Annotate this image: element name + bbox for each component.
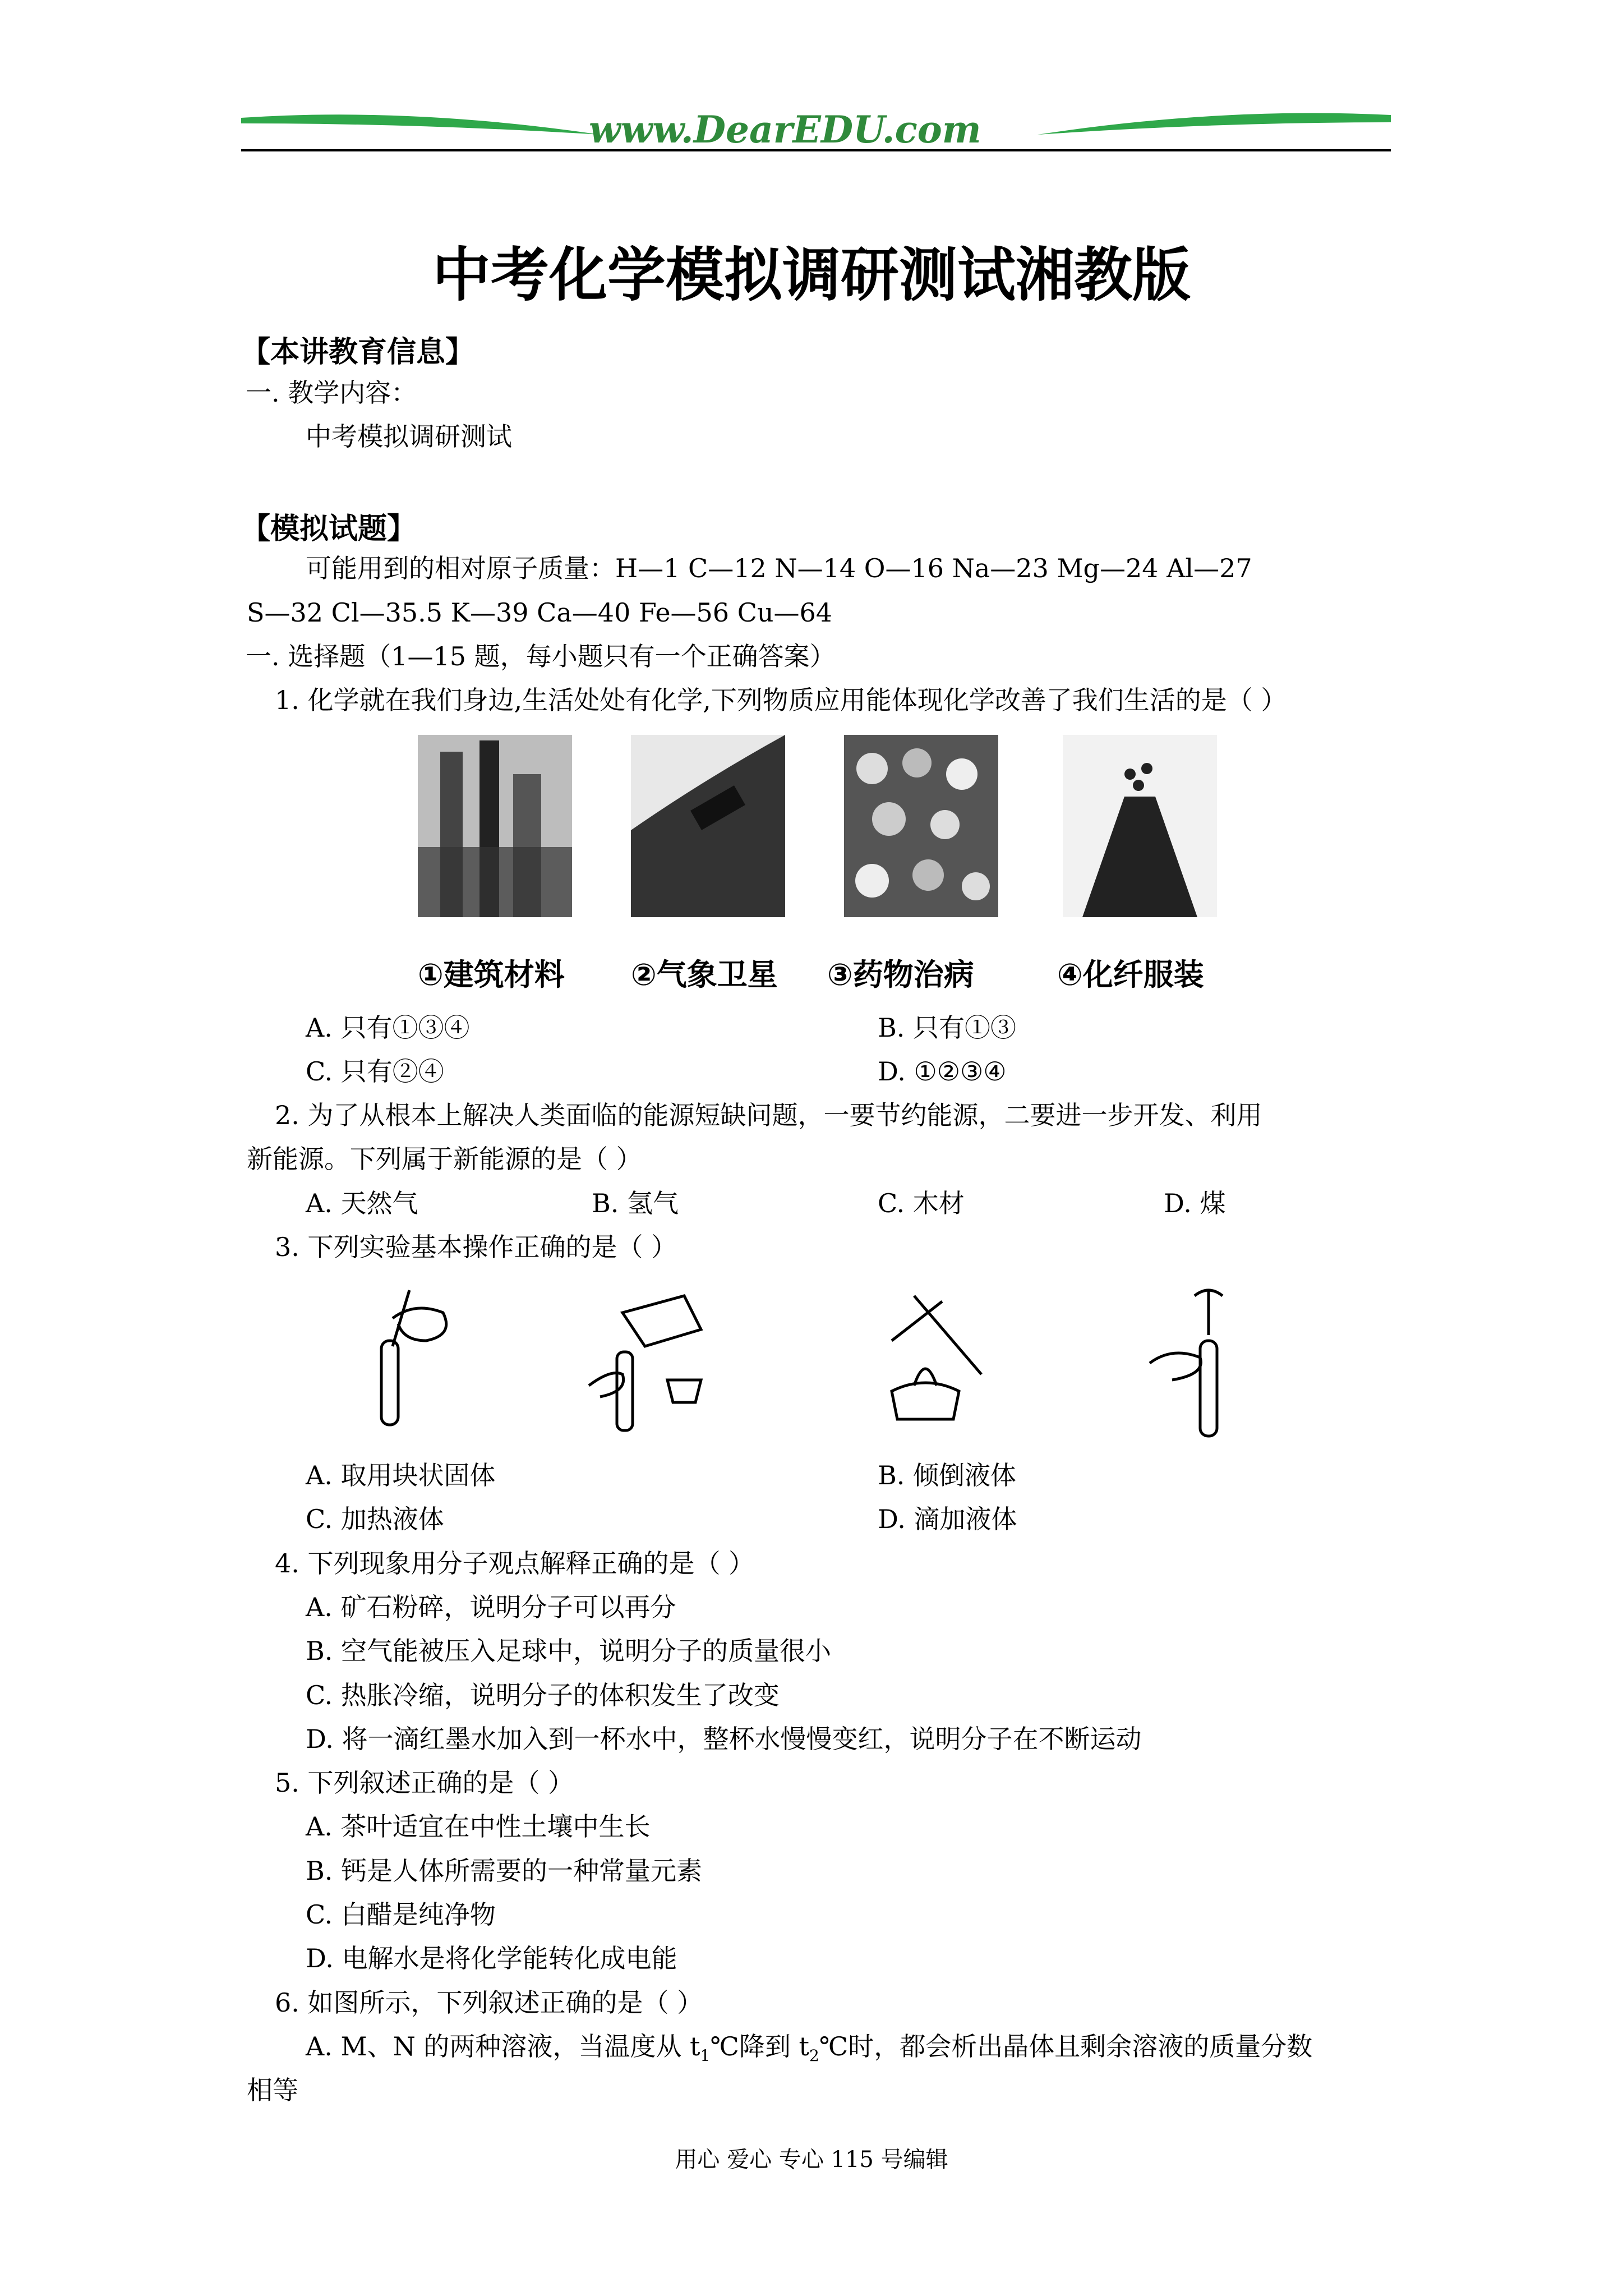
q4-option-c: C. 热胀冷缩，说明分子的体积发生了改变 <box>306 1680 780 1710</box>
mc-heading: 一. 选择题（1—15 题，每小题只有一个正确答案） <box>246 641 836 671</box>
building-image <box>418 735 572 917</box>
q1-caption-2: ②气象卫星 <box>631 957 778 992</box>
q6-stem: 6. 如图所示，下列叙述正确的是（ ） <box>275 1987 703 2018</box>
q3-image-row <box>359 1279 1279 1447</box>
page-footer: 用心 爱心 专心 115 号编辑 <box>675 2147 948 2173</box>
q1-stem: 1. 化学就在我们身边,生活处处有化学,下列物质应用能体现化学改善了我们生活的是（ ） <box>275 685 1287 715</box>
q1-caption-4: ④化纤服装 <box>1057 957 1204 992</box>
site-logo-text: www.DearEDU.com <box>589 108 981 151</box>
q4-option-a: A. 矿石粉碎，说明分子可以再分 <box>306 1592 676 1622</box>
q5-option-c: C. 白醋是纯净物 <box>306 1899 496 1930</box>
q1-option-b: B. 只有①③ <box>878 1013 1017 1043</box>
satellite-image <box>631 735 785 917</box>
atomic-mass-line-2: S—32 Cl—35.5 K—39 Ca—40 Fe—56 Cu—64 <box>247 597 833 628</box>
medicine-image <box>844 735 998 917</box>
q6-option-a-part-2: ℃降到 t <box>710 2031 809 2062</box>
q3-option-b: B. 倾倒液体 <box>878 1460 1017 1490</box>
q2-stem-line-1: 2. 为了从根本上解决人类面临的能源短缺问题，一要节约能源，二要进一步开发、利用 <box>275 1100 1262 1130</box>
q6-option-a-line-2: 相等 <box>247 2075 298 2105</box>
header-banner <box>241 84 1391 168</box>
content-line: 一. 教学内容： <box>246 378 417 408</box>
exam-heading: 【模拟试题】 <box>241 512 417 546</box>
atomic-mass-line-1: 可能用到的相对原子质量：H—1 C—12 N—14 O—16 Na—23 Mg—24 Al—27 <box>306 553 1252 583</box>
solid-tube-diagram <box>381 1290 446 1425</box>
drop-liquid-diagram <box>1150 1290 1223 1436</box>
q6-subscript-1: 1 <box>700 2046 711 2065</box>
q2-stem-line-2: 新能源。下列属于新能源的是（ ） <box>247 1144 642 1174</box>
page-title: 中考化学模拟调研测试湘教版 <box>432 240 1191 309</box>
q2-option-c: C. 木材 <box>878 1188 965 1218</box>
q6-option-a-part-1: A. M、N 的两种溶液，当温度从 t <box>306 2031 700 2062</box>
q1-caption-1: ①建筑材料 <box>418 957 565 992</box>
q4-option-d: D. 将一滴红墨水加入到一杯水中，整杯水慢慢变红，说明分子在不断运动 <box>306 1724 1142 1754</box>
q1-image-row <box>418 735 1225 926</box>
q5-stem: 5. 下列叙述正确的是（ ） <box>275 1768 574 1798</box>
q3-option-a: A. 取用块状固体 <box>306 1460 496 1490</box>
q1-option-a: A. 只有①③④ <box>306 1013 470 1043</box>
q6-subscript-2: 2 <box>809 2046 819 2065</box>
q2-option-b: B. 氢气 <box>592 1188 679 1218</box>
content-value: 中考模拟调研测试 <box>306 421 512 452</box>
q3-stem: 3. 下列实验基本操作正确的是（ ） <box>275 1232 677 1262</box>
clothing-image <box>1063 735 1217 917</box>
q3-option-c: C. 加热液体 <box>306 1504 444 1534</box>
q6-option-a-part-3: ℃时，都会析出晶体且剩余溶液的质量分数 <box>819 2031 1313 2062</box>
q5-option-d: D. 电解水是将化学能转化成电能 <box>306 1943 677 1973</box>
q4-stem: 4. 下列现象用分子观点解释正确的是（ ） <box>275 1548 755 1579</box>
q6-option-a <box>306 2030 1312 2073</box>
q1-caption-3: ③药物治病 <box>827 957 974 992</box>
q3-option-d: D. 滴加液体 <box>878 1504 1017 1534</box>
q5-option-a: A. 茶叶适宜在中性土壤中生长 <box>306 1811 651 1842</box>
q5-option-b: B. 钙是人体所需要的一种常量元素 <box>306 1856 703 1886</box>
pour-liquid-diagram <box>589 1296 701 1430</box>
info-heading: 【本讲教育信息】 <box>241 335 475 369</box>
q2-option-a: A. 天然气 <box>306 1188 418 1218</box>
q1-option-c: C. 只有②④ <box>306 1056 444 1087</box>
q2-option-d: D. 煤 <box>1164 1188 1226 1218</box>
q4-option-b: B. 空气能被压入足球中，说明分子的质量很小 <box>306 1636 832 1666</box>
heat-liquid-diagram <box>892 1296 981 1419</box>
q1-option-d: D. ①②③④ <box>878 1056 1007 1087</box>
